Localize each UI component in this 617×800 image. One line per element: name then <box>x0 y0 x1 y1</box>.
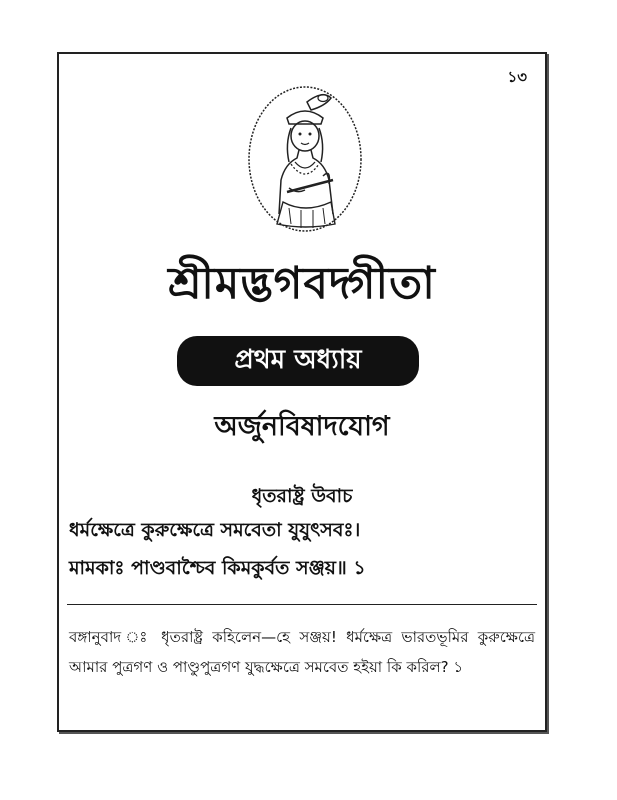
chapter-name: অর্জুনবিষাদযোগ <box>214 411 390 442</box>
verse-line: ধর্মক্ষেত্রে কুরুক্ষেত্রে সমবেতা যুযুৎসবঃ। <box>69 519 361 541</box>
chapter-label <box>177 336 419 386</box>
speaker-heading: ধৃতরাষ্ট্র উবাচ <box>251 485 353 507</box>
chapter-label-text: প্রথম অধ্যায় <box>234 345 362 375</box>
verse-line: মামকাঃ পাণ্ডবাশ্চৈব কিমকুর্বত সঞ্জয়॥ ১ <box>69 557 366 579</box>
divider <box>67 604 537 605</box>
translation-text: বঙ্গানুবাদ ঃ ধৃতরাষ্ট্র কহিলেন—হে সঞ্জয়! ধর্মক্ষেত্র ভারতভূমির কুরুক্ষেত্রে আমার পুত্রগণ ও পাণ্ডুপুত্রগণ যুদ্ধক্ষেত্রে সমবেত হইয়া কি করিল? ১ <box>69 628 535 676</box>
page-frame <box>57 52 547 732</box>
page-number: ১৩ <box>507 68 527 86</box>
krishna-portrait-icon <box>245 84 365 234</box>
book-title: শ্রীমদ্ভগবদ্গীতা <box>168 258 436 309</box>
